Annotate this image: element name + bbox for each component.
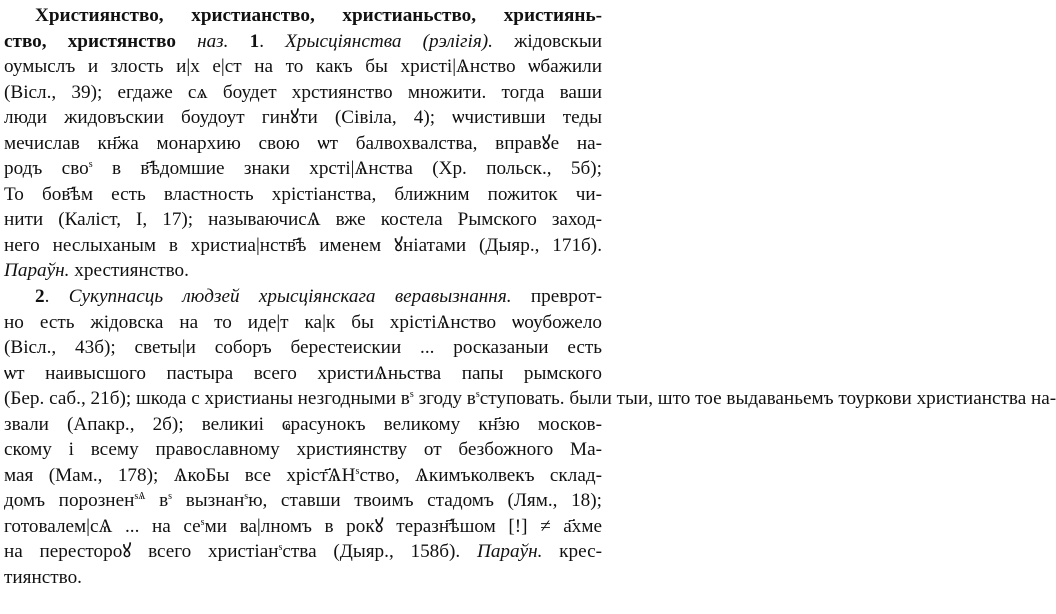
entry-line: тиянство.	[4, 567, 82, 589]
superscript-letter: s	[168, 491, 173, 503]
quotation-text: преврот-	[511, 286, 602, 308]
quotation-text: в в҃ѣдомшие знаки хрсті|Ѧнства (Хр. польск., 5б);	[92, 158, 603, 180]
superscript-letter: sѦ	[134, 491, 146, 503]
quotation-text: мая (Мам., 178); ѦкоБы все хріст҃ѦН	[4, 464, 356, 486]
entry-line: То бов҃ѣм есть властность хрістіанства, ближним пожиток чи-	[4, 183, 602, 205]
quotation-text: в	[145, 490, 169, 512]
superscript-letter: s	[278, 542, 283, 554]
cross-reference: хрестиянство.	[69, 260, 189, 282]
quotation-text: ю, ставши твоимъ стадомъ (Лям., 18);	[248, 490, 602, 512]
quotation-text: згоду в	[413, 388, 476, 410]
entry-line: него неслыханым в христиа|нств҃ѣ именем ꙋніатами (Дыяр., 171б).	[4, 234, 602, 256]
entry-line: мечислав кн҃жа монархию свою ѡт балвохвалства, вправꙋе на-	[4, 132, 602, 154]
sense-definition: Хрысціянства (рэлігія).	[285, 30, 493, 52]
entry-line	[4, 258, 602, 284]
sense-number: 2	[35, 286, 45, 308]
superscript-letter: s	[475, 389, 480, 401]
entry-line	[4, 386, 1056, 412]
entry-line: (Вісл., 39); егдаже сѧ боудет хрстиянство множити. тогда ваши	[4, 81, 602, 103]
quotation-text: ство, Ѧкимъколвекъ склад-	[359, 464, 602, 486]
superscript-letter: s	[355, 465, 360, 477]
quotation-text: родъ сво	[4, 158, 89, 180]
entry-line	[4, 514, 602, 540]
headword-continuation: ство, христянство	[4, 30, 176, 52]
entry-line: оумыслъ и злость и|х е|ст на то какъ бы христі|Ѧнство ѡбажили	[4, 56, 602, 78]
sense-definition: Сукупнасць людзей хрысціянскага веравызнання.	[68, 286, 512, 308]
compare-label: Параўн.	[4, 260, 70, 282]
entry-line	[4, 463, 602, 489]
entry-line: (Вісл., 43б); светы|и соборъ берестеискии ... росказаныи есть	[4, 337, 602, 359]
quotation-text: ства (Дыяр., 158б).	[282, 541, 461, 563]
compare-label: Параўн.	[460, 541, 543, 563]
entry-line: но есть жідовска на то иде|т ка|к бы хрістіѦнство ѡоубожело	[4, 311, 602, 333]
superscript-letter: s	[409, 389, 414, 401]
entry-line	[4, 156, 602, 182]
quotation-text: ступовать. были тыи, што тое выдаваньемъ тоуркови христианства на-	[479, 388, 1056, 410]
entry-line: звали (Апакр., 2б); великиі ҩрасунокъ великому кн҃зю москов-	[4, 413, 602, 435]
superscript-letter: s	[244, 491, 249, 503]
entry-line: ство, христянство наз. 1. Хрысціянства (рэлігія). жідовскыи	[4, 30, 602, 52]
quotation-text: вызнан	[172, 490, 245, 512]
entry-line: люди жидовъскии боудоут гинꙋти (Сівіла, 4); ѡчистивши теды	[4, 107, 602, 129]
entry-line: скому і всему православному християнству от безбожного Ма-	[4, 439, 602, 461]
entry-line	[4, 488, 602, 514]
headword: Християнство, христианство, христианьство, християнь-	[35, 5, 602, 26]
quotation-text: (Бер. саб., 21б); шкода с христианы незгодными в	[4, 388, 410, 410]
entry-line: 2. Сукупнасць людзей хрысціянскага веравызнання. преврот-	[35, 286, 602, 308]
entry-line	[4, 3, 602, 29]
entry-line: нити (Каліст, I, 17); называючисѦ вже костела Рымского заход-	[4, 209, 602, 231]
superscript-letter: s	[88, 159, 93, 171]
quotation-text: на перестороꙋ всего христіан	[4, 541, 279, 563]
quotation-text: жідовскыи	[514, 30, 602, 52]
part-of-speech: наз.	[197, 30, 229, 52]
entry-line	[4, 539, 602, 565]
entry-line: ѡт наивысшого пастыра всего христиѦньства папы рымского	[4, 362, 602, 384]
sense-number: 1	[249, 30, 260, 52]
superscript-letter: s	[200, 516, 205, 528]
quotation-text: ми ва|лномъ в рокꙋ теразн҃ѣшом [!] ≠ а҃хме	[204, 515, 603, 537]
quotation-text: домъ порознен	[4, 490, 135, 512]
quotation-text: готовалем|сѦ ... на се	[4, 515, 201, 537]
cross-reference: крес-	[542, 541, 602, 563]
